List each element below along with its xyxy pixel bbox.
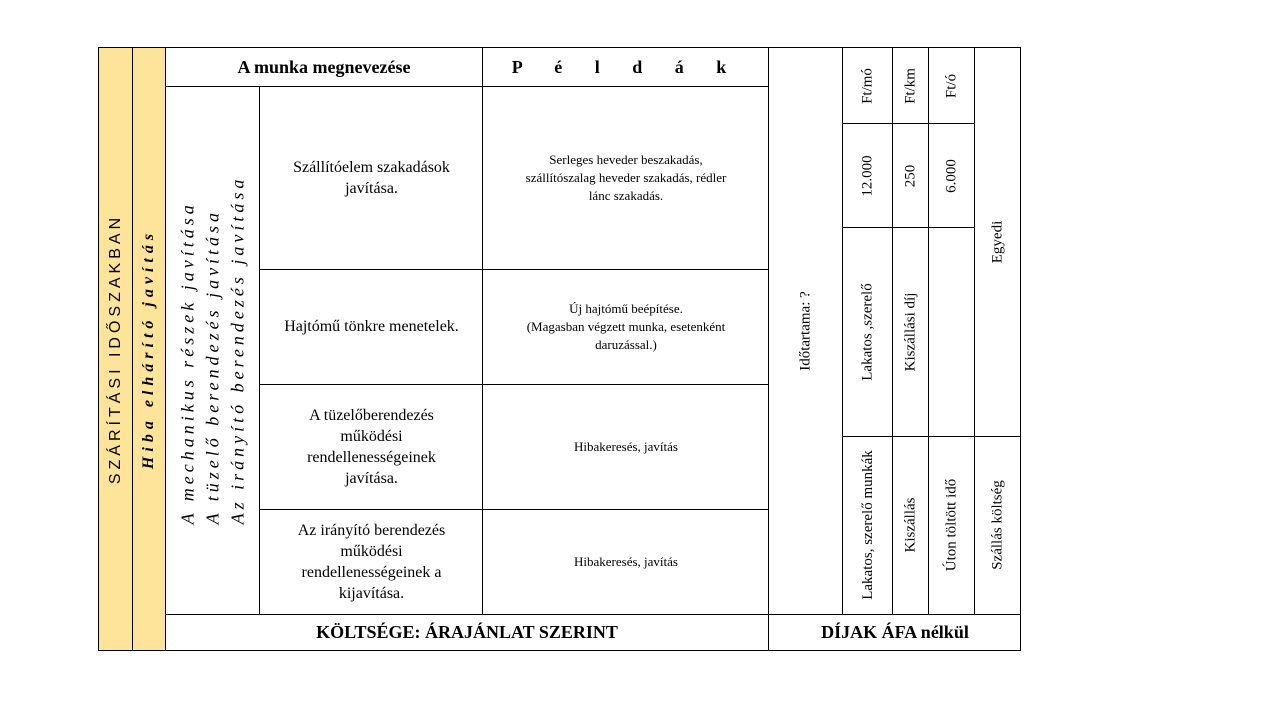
mid-labor-text: Lakatos ,szerelő [859,282,876,381]
example-line: (Magasban végzett munka, esetenként [526,318,726,334]
value-labor [843,124,893,227]
period-column [99,48,132,650]
example-line: Serleges heveder beszakadás, [549,151,703,167]
grid-line [165,86,769,87]
example-line: Hibakeresés, javítás [574,438,678,454]
grid-line [99,650,1021,651]
mid-travel-fee [893,227,929,436]
example-line: Hibakeresés, javítás [574,553,678,569]
grid-line [259,86,260,614]
unit-km-text: Ft/km [902,68,919,104]
category-burner: A tüzelő berendezés javítása [202,208,222,525]
work-name-header: A munka megnevezése [237,56,411,77]
mid-travel-fee-text: Kiszállási díj [902,292,919,371]
grid-line [165,47,166,651]
grid-line [928,47,929,614]
grid-line [99,47,1021,48]
grid-line [1020,47,1021,651]
duration-label: Időtartama: ? [797,291,814,371]
grid-line [974,47,975,614]
work-row-4: Az irányító berendezés működési rendellenességeinek a kijavítása. [297,521,446,602]
grid-line [843,123,975,124]
category-mechanical: A mechanikus részek javítása [177,201,197,525]
grid-line [260,384,769,385]
unit-hour [929,48,975,124]
grid-line [98,47,99,651]
example-row-2 [483,269,769,384]
period-label: SZÁRÍTÁSI IDŐSZAKBAN [106,213,124,485]
grid-line [132,47,133,651]
grid-line [842,47,843,614]
unit-labor-text: Ft/mó [859,68,876,104]
unit-hour-text: Ft/ó [943,73,960,99]
troubleshooting-label: Hiba elhárító javítás [139,228,157,470]
bottom-accommodation-text: Szállás költség [989,480,1006,570]
work-row-3: A tüzelőberendezés működési rendellenességeinek javítása. [307,406,436,487]
work-row-2: Hajtómű tönkre menetelek. [284,318,459,335]
example-row-4 [483,509,769,614]
example-line: lánc szakadás. [588,187,664,203]
value-km-text: 250 [902,164,919,187]
category-lines [175,176,250,525]
fees-footer: DÍJAK ÁFA nélkül [821,621,969,642]
bottom-travel-time-text: Úton töltött idő [943,478,960,572]
grid-line [482,47,483,614]
unit-labor [843,48,893,124]
grid-line [768,47,769,651]
examples-header: P é l d á k [511,56,741,77]
value-hour [929,124,975,227]
grid-line [260,269,769,270]
cost-footer: KÖLTSÉGE: ÁRAJÁNLAT SZERINT [316,621,618,642]
bottom-travel-time [929,436,975,614]
bottom-labor [843,436,893,614]
example-row-3 [483,384,769,509]
bottom-accommodation [975,436,1021,614]
grid-line [260,509,769,510]
troubleshooting-column [132,48,165,650]
individual-cell [975,48,1021,436]
example-row-1 [483,86,769,269]
work-row-1: Szállítóelem szakadások javítása. [293,158,450,197]
grid-line [892,47,893,614]
mid-labor [843,227,893,436]
example-line: daruzással.) [595,336,657,352]
bottom-travel [893,436,929,614]
bottom-labor-text: Lakatos, szerelő munkák [860,450,876,600]
grid-line [843,227,975,228]
grid-line [165,614,1021,615]
value-hour-text: 6.000 [943,158,960,193]
unit-km [893,48,929,124]
duration-cell [769,48,843,614]
value-km [893,124,929,227]
value-labor-text: 12.000 [859,154,876,197]
category-cell [165,86,260,614]
grid-line [843,436,1021,437]
example-line: szállítószalag heveder szakadás, rédler [525,169,727,185]
individual-label: Egyedi [989,220,1006,264]
example-line: Új hajtómű beépítése. [569,300,683,316]
bottom-travel-text: Kiszállás [902,497,919,553]
category-control: Az irányító berendezés javítása [227,175,247,525]
